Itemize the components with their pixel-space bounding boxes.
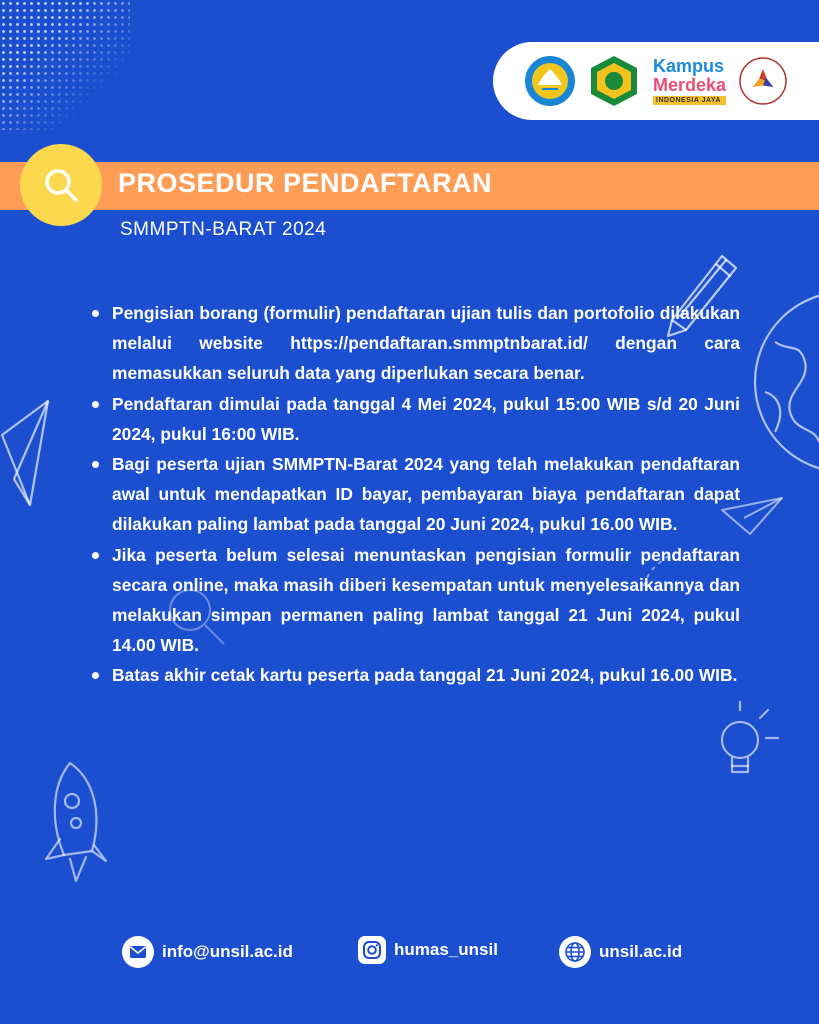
- kampus-text: Kampus: [653, 56, 725, 76]
- dot-pattern-decoration: [0, 0, 130, 130]
- rocket-doodle-icon: [40, 755, 130, 885]
- globe-doodle-icon: [745, 282, 819, 492]
- footer-website[interactable]: [559, 936, 682, 968]
- unsil-logo: [587, 54, 641, 108]
- list-item: Pengisian borang (formulir) pendaftaran ujian tulis dan portofolio dilakukan melalui website https://pendaftaran.smmptnbarat.id/ dengan cara memasukkan seluruh data yang diperlukan secara benar.: [88, 298, 740, 389]
- smmptn-barat-logo: [736, 54, 790, 108]
- search-icon: [41, 165, 81, 205]
- list-item: Batas akhir cetak kartu peserta pada tanggal 21 Juni 2024, pukul 16.00 WIB.: [88, 660, 740, 690]
- list-item: Jika peserta belum selesai menuntaskan pengisian formulir pendaftaran secara online, maka masih diberi kesempatan untuk menyelesaikannya dan melakukan simpan permanen paling lambat tanggal 21 Juni 2024, pukul 14.00 WIB.: [88, 540, 740, 661]
- email-text: info@unsil.ac.id: [162, 942, 293, 961]
- page-subtitle: SMMPTN-BARAT 2024: [120, 219, 327, 240]
- indonesia-jaya-text: INDONESIA JAYA: [653, 96, 726, 105]
- page-title: PROSEDUR PENDAFTARAN: [118, 168, 493, 198]
- email-icon: [122, 936, 154, 968]
- website-text: unsil.ac.id: [599, 942, 683, 961]
- instagram-icon: [358, 936, 386, 964]
- procedure-list: [88, 298, 740, 691]
- search-badge: [20, 144, 102, 226]
- list-item: Bagi peserta ujian SMMPTN-Barat 2024 yang telah melakukan pendaftaran awal untuk mendapatkan ID bayar, pembayaran biaya pendaftaran dapat dilakukan paling lambat pada tanggal 20 Juni 2024, pukul 16.00 WIB.: [88, 449, 740, 540]
- tut-wuri-handayani-logo: [523, 54, 577, 108]
- paper-plane-doodle-icon: [0, 395, 55, 515]
- list-item: Pendaftaran dimulai pada tanggal 4 Mei 2024, pukul 15:00 WIB s/d 20 Juni 2024, pukul 16:00 WIB.: [88, 389, 740, 449]
- logo-bar: [493, 42, 819, 120]
- merdeka-text: Merdeka: [653, 75, 727, 95]
- footer-email[interactable]: [122, 936, 293, 968]
- globe-icon: [559, 936, 591, 968]
- kampus-merdeka-logo: [653, 57, 726, 105]
- instagram-text: humas_unsil: [394, 940, 498, 959]
- lightbulb-doodle-icon: [704, 700, 784, 790]
- footer-instagram[interactable]: [358, 936, 498, 964]
